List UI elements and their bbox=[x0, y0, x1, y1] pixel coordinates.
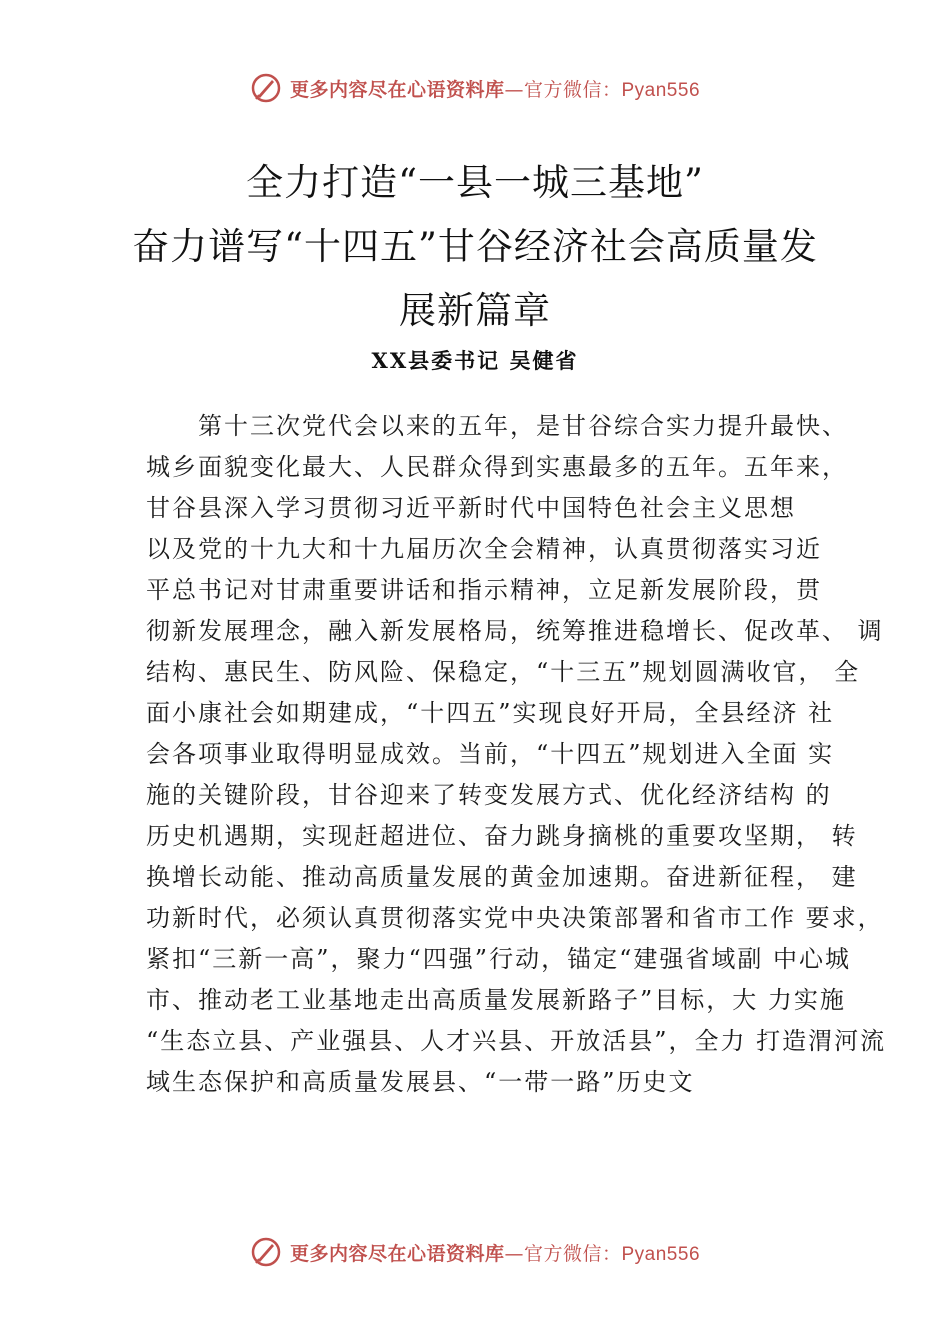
body-line: 彻新发展理念，融入新发展格局，统筹推进稳增长、促改革、 调 bbox=[146, 617, 884, 645]
body-line: 面小康社会如期建成，“十四五”实现良好开局，全县经济 社 bbox=[146, 699, 835, 727]
watermark-text bbox=[290, 75, 700, 102]
watermark-handle: Pyan556 bbox=[621, 79, 701, 101]
body-line: 施的关键阶段，甘谷迎来了转变发展方式、优化经济结构 的 bbox=[146, 781, 832, 809]
body-line: 城乡面貌变化最大、人民群众得到实惠最多的五年。五年来， bbox=[146, 453, 848, 481]
body-line: 域生态保护和高质量发展县、“一带一路”历史文 bbox=[146, 1068, 695, 1096]
header-watermark bbox=[0, 72, 950, 104]
watermark-label: 官方微信： bbox=[523, 78, 622, 101]
watermark-brand: 更多内容尽在心语资料库 bbox=[289, 1242, 505, 1265]
watermark-text bbox=[290, 1239, 700, 1266]
body-line: 会各项事业取得明显成效。当前，“十四五”规划进入全面 实 bbox=[146, 740, 835, 768]
body-line: 以及党的十九大和十九届历次全会精神，认真贯彻落实习近 bbox=[146, 535, 822, 563]
body-line: 功新时代，必须认真贯彻落实党中央决策部署和省市工作 要求， bbox=[146, 904, 884, 932]
body-line: 紧扣“三新一高”，聚力“四强”行动，锚定“建强省域副 中心城 bbox=[146, 945, 851, 973]
body-line: 结构、惠民生、防风险、保稳定，“十三五”规划圆满收官， 全 bbox=[146, 658, 861, 686]
body-line: 市、推动老工业基地走出高质量发展新路子”目标，大 力实施 bbox=[146, 986, 846, 1014]
watermark-separator: — bbox=[504, 78, 524, 101]
watermark-separator: — bbox=[504, 1242, 524, 1265]
page-title-line-2: 奋力谱写“十四五”甘谷经济社会高质量发 bbox=[132, 225, 818, 268]
body-line: 换增长动能、推动高质量发展的黄金加速期。奋进新征程， 建 bbox=[146, 863, 858, 891]
watermark-handle: Pyan556 bbox=[621, 1243, 701, 1265]
body-line: 平总书记对甘肃重要讲话和指示精神，立足新发展阶段，贯 bbox=[146, 576, 822, 604]
watermark-brand: 更多内容尽在心语资料库 bbox=[289, 78, 505, 101]
page-title-line-1: 全力打造“一县一城三基地” bbox=[246, 161, 704, 204]
quill-pen-icon bbox=[250, 72, 282, 104]
quill-pen-icon bbox=[250, 1236, 282, 1268]
footer-watermark bbox=[0, 1236, 950, 1268]
body-line: 历史机遇期，实现赶超进位、奋力跳身摘桃的重要攻坚期， 转 bbox=[146, 822, 858, 850]
body-line: “生态立县、产业强县、人才兴县、开放活县”，全力 打造渭河流 bbox=[146, 1027, 887, 1055]
page-title-line-3: 展新篇章 bbox=[399, 289, 551, 332]
body-line: 第十三次党代会以来的五年，是甘谷综合实力提升最快、 bbox=[198, 412, 848, 440]
author-byline: XX县委书记 吴健省 bbox=[371, 348, 579, 373]
body-line: 甘谷县深入学习贯彻习近平新时代中国特色社会主义思想 bbox=[146, 494, 796, 522]
watermark-label: 官方微信： bbox=[523, 1242, 622, 1265]
